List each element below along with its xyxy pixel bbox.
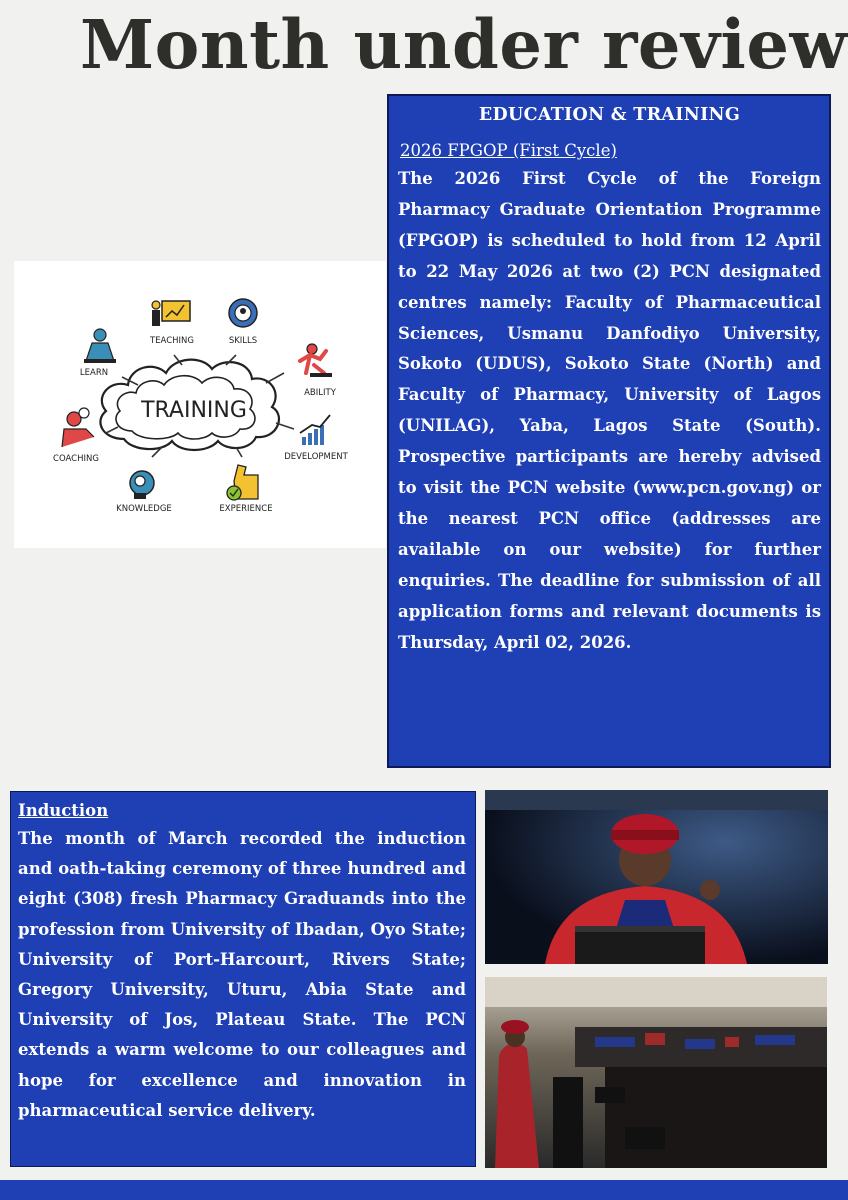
- training-infographic: [14, 261, 386, 548]
- experience-icon: [227, 465, 258, 500]
- knowledge-icon: [130, 471, 154, 499]
- label-learn: LEARN: [79, 368, 109, 378]
- label-skills: SKILLS: [228, 336, 258, 346]
- induction-body: The month of March recorded the induction and oath-taking ceremony of three hundred and eight (308) fresh Pharmacy Graduands into the profession from University of Ibadan, Oyo State; University of Port-Harcourt, Rivers State; Gregory University, Uturu, Abia State and University of Jos, Plateau State. The PCN extends a warm welcome to our colleagues and hope for excellence and innovation in pharmaceutical service delivery.: [18, 829, 466, 1120]
- fpgop-subheading: 2026 FPGOP (First Cycle): [400, 141, 617, 160]
- label-development: DEVELOPMENT: [284, 452, 348, 462]
- coaching-icon: [62, 408, 94, 447]
- ceremony-photo: [485, 977, 827, 1168]
- label-coaching: COACHING: [53, 454, 99, 464]
- fpgop-body: The 2026 First Cycle of the Foreign Pharmacy Graduate Orientation Programme (FPGOP) is scheduled to hold from 12 April to 22 May 2026 at two (2) PCN designated centres namely: Faculty of Pharmaceutical Sciences, Usmanu Danfodiyo University, Sokoto (UDUS), Sokoto State (North) and Faculty of Pharmacy, University of Lagos (UNILAG), Yaba, Lagos State (South). Prospective participants are hereby advised to visit the PCN website (www.pcn.gov.ng) or the nearest PCN office (addresses are available on our website) for further enquiries. The deadline for submission of all application forms and relevant documents is Thursday, April 02, 2026.: [398, 169, 821, 652]
- education-heading: EDUCATION & TRAINING: [478, 105, 741, 125]
- induction-heading: Induction: [18, 801, 109, 820]
- teaching-icon: [152, 301, 190, 326]
- training-center-label: TRAINING: [141, 398, 247, 423]
- learn-icon: [84, 329, 116, 363]
- page-title: Month under review: [80, 5, 848, 84]
- ability-icon: [300, 344, 332, 377]
- footer-bar: [0, 1180, 848, 1200]
- label-experience: EXPERIENCE: [219, 504, 273, 514]
- label-ability: ABILITY: [304, 388, 336, 398]
- education-training-panel: [387, 94, 831, 768]
- induction-panel: [10, 791, 476, 1167]
- speaker-photo: [485, 790, 828, 964]
- label-teaching: TEACHING: [149, 336, 195, 346]
- label-knowledge: KNOWLEDGE: [116, 504, 172, 514]
- development-icon: [300, 415, 330, 445]
- skills-icon: [229, 299, 257, 327]
